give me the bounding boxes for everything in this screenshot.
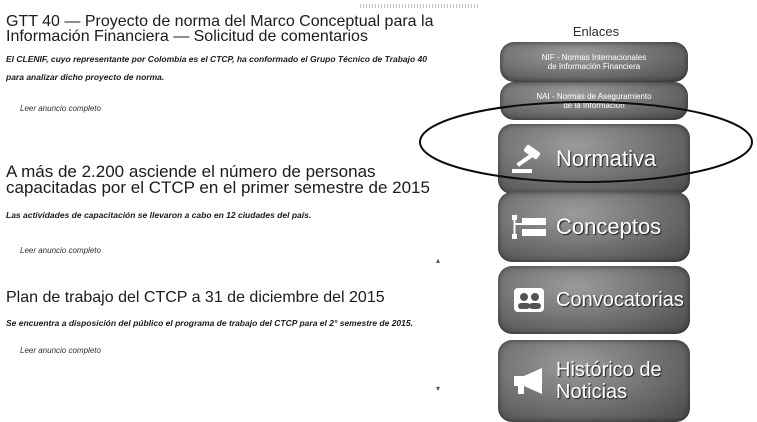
historico-label-line1: Histórico de <box>556 359 662 381</box>
megaphone-icon <box>510 366 548 396</box>
news-title[interactable]: A más de 2.200 asciende el número de personas capacitadas por el CTCP en el primer semestre de 2015 <box>6 162 430 197</box>
nif-label-line1: NIF - Normas Internacionales <box>541 53 647 62</box>
people-icon <box>510 285 548 315</box>
read-more-link[interactable]: Leer anuncio completo <box>20 104 101 113</box>
nai-label-line2: de la Información <box>563 101 625 110</box>
highlight-ellipse <box>416 98 756 186</box>
sidebar-title: Enlaces <box>572 24 620 39</box>
nai-label-line1: NAI - Normas de Aseguramiento <box>536 92 652 101</box>
historico-noticias-button[interactable] <box>498 340 690 422</box>
nif-link-button[interactable] <box>500 42 688 82</box>
news-item <box>6 14 438 113</box>
historico-label-line2: Noticias <box>556 381 628 403</box>
convocatorias-button[interactable] <box>498 266 690 334</box>
normativa-label: Normativa <box>556 146 657 171</box>
scroll-marker: ▾ <box>436 384 441 393</box>
historico-label <box>556 359 662 403</box>
news-title[interactable]: GTT 40 — Proyecto de norma del Marco Conceptual para la Información Financiera — Solicitud de comentarios <box>6 13 434 45</box>
read-more-link[interactable]: Leer anuncio completo <box>20 246 101 255</box>
scroll-marker: ▴ <box>436 256 441 265</box>
news-summary: Se encuentra a disposición del público el programa de trabajo del CTCP para el 2° semestre de 2015. <box>6 318 413 328</box>
news-item <box>6 164 438 255</box>
news-summary: El CLENIF, cuyo representante por Colombia es el CTCP, ha conformado el Grupo Técnico de Trabajo 40 para analizar dicho proyecto de norma. <box>6 54 428 82</box>
convocatorias-label: Convocatorias <box>556 288 684 311</box>
news-title[interactable]: Plan de trabajo del CTCP a 31 de diciembre del 2015 <box>6 289 385 306</box>
conceptos-label: Conceptos <box>556 214 662 239</box>
news-summary: Las actividades de capacitación se llevaron a cabo en 12 ciudades del país. <box>6 210 312 220</box>
conceptos-button[interactable] <box>498 192 690 262</box>
org-chart-icon <box>510 212 548 242</box>
scan-artifact <box>360 4 480 8</box>
nif-label-line2: de Información Financiera <box>547 62 641 71</box>
news-item <box>6 290 438 355</box>
read-more-link[interactable]: Leer anuncio completo <box>20 346 101 355</box>
